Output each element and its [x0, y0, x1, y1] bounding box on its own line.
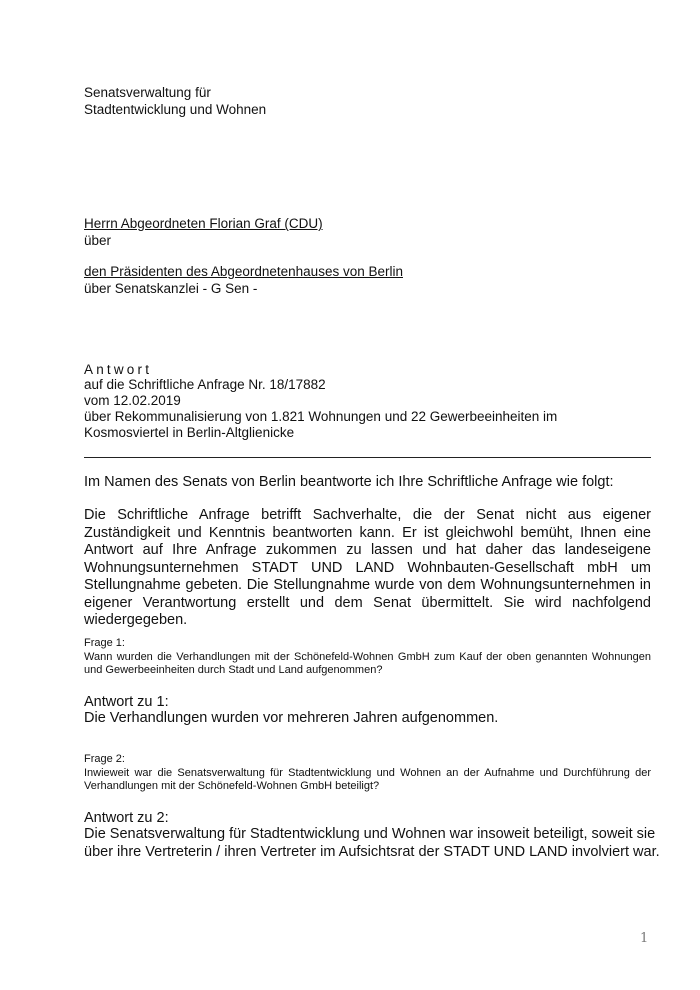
answer-2-label: Antwort zu 2: [84, 810, 169, 826]
subject-date: vom 12.02.2019 [84, 393, 181, 408]
question-1-label: Frage 1: [84, 637, 125, 649]
recipient-chancellery: über Senatskanzlei - G Sen - [84, 281, 258, 296]
sender-line-1: Senatsverwaltung für [84, 85, 211, 100]
subject-inquiry-number: auf die Schriftliche Anfrage Nr. 18/17882 [84, 377, 326, 392]
preface-paragraph: Die Schriftliche Anfrage betrifft Sachverhalte, die der Senat nicht aus eigener Zuständigkeit und Kenntnis beantworten kann. Er ist gleichwohl bemüht, Ihnen eine Antwort auf Ihre Anfrage zukommen zu lassen und hat daher das landeseigene Wohnungsunternehmen STADT UND LAND Wohnbauten-Gesellschaft mbH um Stellungnahme gebeten. Die Stellungnahme wurde von dem Wohnungsunternehmen in eigener Verantwortung erstellt und dem Senat übermittelt. Sie wird nachfolgend wiedergegeben. [84, 507, 651, 628]
page-number: 1 [640, 931, 649, 946]
answer-1-label: Antwort zu 1: [84, 694, 169, 710]
recipient-via: über [84, 233, 112, 248]
question-1-text: Wann wurden die Verhandlungen mit der Schönefeld-Wohnen GmbH zum Kauf der oben genannten Wohnungen und Gewerbeeinheiten durch Stadt und Land aufgenommen? [84, 651, 651, 676]
question-2-text: Inwieweit war die Senatsverwaltung für Stadtentwicklung und Wohnen an der Aufnahme und Durchführung der Verhandlungen mit der Schönefeld-Wohnen GmbH beteiligt? [84, 767, 651, 792]
answer-heading: Antwort [84, 362, 153, 377]
sender-line-2: Stadtentwicklung und Wohnen [84, 102, 267, 117]
divider-line [84, 457, 651, 458]
subject-topic-line-1: über Rekommunalisierung von 1.821 Wohnungen und 22 Gewerbeeinheiten im [84, 409, 558, 424]
intro-text: Im Namen des Senats von Berlin beantworte ich Ihre Schriftliche Anfrage wie folgt: [84, 474, 614, 490]
answer-2-text: Die Senatsverwaltung für Stadtentwicklung und Wohnen war insoweit beteiligt, soweit sie über ihre Vertreterin / ihren Vertreter im Aufsichtsrat der STADT UND LAND involviert war. [84, 826, 660, 860]
recipient-president: den Präsidenten des Abgeordnetenhauses von Berlin [84, 264, 403, 279]
answer-1-text: Die Verhandlungen wurden vor mehreren Jahren aufgenommen. [84, 710, 499, 726]
recipient-name: Herrn Abgeordneten Florian Graf (CDU) [84, 216, 323, 231]
subject-topic-line-2: Kosmosviertel in Berlin-Altglienicke [84, 425, 295, 440]
question-2-label: Frage 2: [84, 753, 125, 765]
